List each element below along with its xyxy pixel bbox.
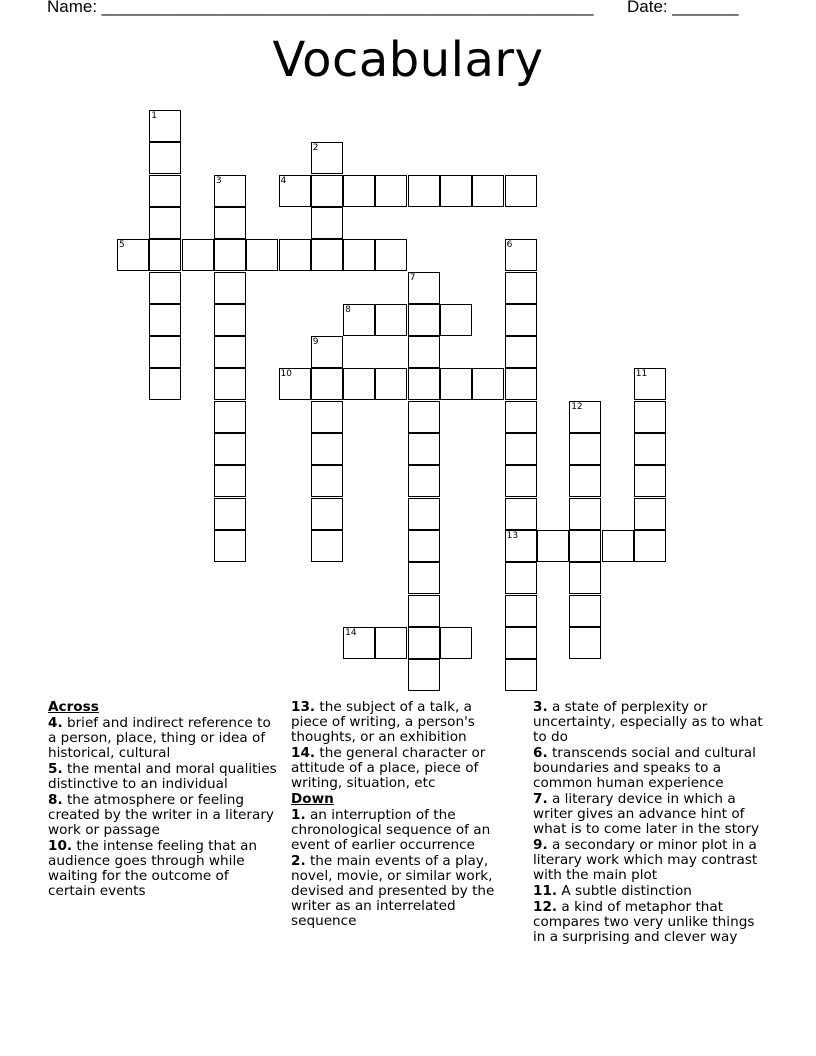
clue-column-1 bbox=[48, 700, 280, 900]
grid-cell[interactable] bbox=[408, 465, 440, 497]
down-clue-2: 2. the main events of a play, novel, movie, or similar work, devised and presented by the writer as an interrelated sequence bbox=[291, 853, 495, 929]
grid-cell[interactable] bbox=[214, 368, 246, 400]
down-heading: Down bbox=[291, 791, 334, 807]
grid-cell[interactable] bbox=[214, 239, 246, 271]
grid-cell[interactable] bbox=[214, 530, 246, 562]
grid-cell[interactable] bbox=[246, 239, 278, 271]
grid-cell[interactable] bbox=[505, 368, 537, 400]
grid-cell[interactable] bbox=[634, 465, 666, 497]
cell-number: 6 bbox=[506, 240, 513, 251]
grid-cell[interactable] bbox=[505, 465, 537, 497]
grid-cell[interactable] bbox=[569, 465, 601, 497]
grid-cell[interactable] bbox=[214, 175, 246, 207]
grid-cell[interactable] bbox=[149, 207, 181, 239]
cell-number: 3 bbox=[215, 175, 222, 186]
grid-cell[interactable] bbox=[408, 562, 440, 594]
grid-cell[interactable] bbox=[343, 175, 375, 207]
grid-cell[interactable] bbox=[149, 272, 181, 304]
grid-cell[interactable] bbox=[634, 530, 666, 562]
cell-number: 1 bbox=[151, 111, 158, 121]
grid-cell[interactable] bbox=[311, 465, 343, 497]
grid-cell[interactable] bbox=[149, 304, 181, 336]
cell-number: 5 bbox=[119, 240, 125, 251]
grid-cell[interactable] bbox=[408, 595, 440, 627]
grid-cell[interactable] bbox=[117, 239, 149, 271]
across-clue-4: 4. brief and indirect reference to a person, place, thing or idea of historical, cultural bbox=[48, 715, 271, 761]
grid-cell[interactable] bbox=[472, 175, 504, 207]
grid-cell[interactable] bbox=[214, 304, 246, 336]
down-clue-7: 7. a literary device in which a writer gives an advance hint of what is to come later in the story bbox=[533, 791, 759, 837]
grid-cell[interactable] bbox=[569, 627, 601, 659]
grid-cell[interactable] bbox=[569, 562, 601, 594]
cell-number: 7 bbox=[409, 272, 416, 283]
grid-cell[interactable] bbox=[505, 659, 537, 691]
grid-cell[interactable] bbox=[343, 368, 375, 400]
grid-cell[interactable] bbox=[214, 336, 246, 368]
clue-column-3 bbox=[533, 700, 769, 946]
grid-cell[interactable] bbox=[149, 110, 181, 142]
grid-cell[interactable] bbox=[375, 627, 407, 659]
grid-cell[interactable] bbox=[214, 433, 246, 465]
grid-cell[interactable] bbox=[408, 498, 440, 530]
grid-cell[interactable] bbox=[569, 530, 601, 562]
grid-cell[interactable] bbox=[634, 433, 666, 465]
grid-cell[interactable] bbox=[440, 304, 472, 336]
grid-cell[interactable] bbox=[408, 272, 440, 304]
page-title: Vocabulary bbox=[272, 32, 544, 88]
grid-cell[interactable] bbox=[375, 304, 407, 336]
across-clue-13: 13. the subject of a talk, a piece of writing, a person's thoughts, or an exhibition bbox=[291, 699, 475, 745]
grid-cell[interactable] bbox=[505, 562, 537, 594]
grid-cell[interactable] bbox=[214, 401, 246, 433]
grid-cell[interactable] bbox=[375, 175, 407, 207]
grid-cell[interactable] bbox=[408, 530, 440, 562]
grid-cell[interactable] bbox=[375, 239, 407, 271]
grid-cell[interactable] bbox=[440, 175, 472, 207]
grid-cell[interactable] bbox=[505, 336, 537, 368]
grid-cell[interactable] bbox=[408, 627, 440, 659]
grid-cell[interactable] bbox=[408, 659, 440, 691]
grid-cell[interactable] bbox=[214, 272, 246, 304]
grid-cell[interactable] bbox=[279, 368, 311, 400]
grid-cell[interactable] bbox=[505, 401, 537, 433]
grid-cell[interactable] bbox=[537, 530, 569, 562]
grid-cell[interactable] bbox=[149, 336, 181, 368]
grid-cell[interactable] bbox=[343, 239, 375, 271]
grid-cell[interactable] bbox=[505, 627, 537, 659]
grid-cell[interactable] bbox=[311, 368, 343, 400]
grid-cell[interactable] bbox=[472, 368, 504, 400]
across-clue-8: 8. the atmosphere or feeling created by the writer in a literary work or passage bbox=[48, 792, 274, 838]
grid-cell[interactable] bbox=[311, 433, 343, 465]
across-clue-14: 14. the general character or attitude of a place, piece of writing, situation, etc bbox=[291, 745, 486, 791]
cell-number: 11 bbox=[635, 369, 648, 380]
down-clue-3: 3. a state of perplexity or uncertainty, especially as to what to do bbox=[533, 699, 763, 745]
grid-cell[interactable] bbox=[505, 304, 537, 336]
grid-cell[interactable] bbox=[505, 498, 537, 530]
grid-cell[interactable] bbox=[505, 530, 537, 562]
grid-cell[interactable] bbox=[569, 498, 601, 530]
grid-cell[interactable] bbox=[634, 498, 666, 530]
grid-cell[interactable] bbox=[408, 336, 440, 368]
name-field-label: Name: ____________________________________________________ bbox=[47, 0, 594, 16]
grid-cell[interactable] bbox=[505, 272, 537, 304]
grid-cell[interactable] bbox=[569, 595, 601, 627]
grid-cell[interactable] bbox=[602, 530, 634, 562]
grid-cell[interactable] bbox=[149, 368, 181, 400]
grid-cell[interactable] bbox=[311, 336, 343, 368]
grid-cell[interactable] bbox=[149, 142, 181, 174]
grid-cell[interactable] bbox=[343, 304, 375, 336]
down-clue-11: 11. A subtle distinction bbox=[533, 883, 692, 899]
across-heading: Across bbox=[48, 699, 99, 715]
cell-number: 9 bbox=[312, 337, 319, 348]
cell-number: 10 bbox=[280, 369, 292, 380]
grid-cell[interactable] bbox=[214, 498, 246, 530]
grid-cell[interactable] bbox=[375, 368, 407, 400]
cell-number: 13 bbox=[506, 530, 519, 541]
grid-cell[interactable] bbox=[149, 175, 181, 207]
cell-number: 8 bbox=[345, 304, 351, 315]
grid-cell[interactable] bbox=[343, 627, 375, 659]
down-clue-6: 6. transcends social and cultural boundaries and speaks to a common human experience bbox=[533, 745, 756, 791]
cell-number: 2 bbox=[312, 143, 319, 154]
cell-number: 12 bbox=[571, 401, 583, 412]
grid-cell[interactable] bbox=[569, 401, 601, 433]
grid-cell[interactable] bbox=[311, 207, 343, 239]
grid-cell[interactable] bbox=[311, 498, 343, 530]
grid-cell[interactable] bbox=[214, 465, 246, 497]
grid-cell[interactable] bbox=[311, 239, 343, 271]
across-clue-10: 10. the intense feeling that an audience goes through while waiting for the outcome of certain events bbox=[48, 838, 258, 899]
grid-cell[interactable] bbox=[311, 142, 343, 174]
grid-cell[interactable] bbox=[440, 627, 472, 659]
grid-cell[interactable] bbox=[569, 433, 601, 465]
grid-cell[interactable] bbox=[505, 239, 537, 271]
grid-cell[interactable] bbox=[505, 433, 537, 465]
down-clue-9: 9. a secondary or minor plot in a literary work which may contrast with the main plot bbox=[533, 837, 758, 883]
grid-cell[interactable] bbox=[408, 304, 440, 336]
grid-cell[interactable] bbox=[634, 368, 666, 400]
grid-cell[interactable] bbox=[634, 401, 666, 433]
grid-cell[interactable] bbox=[279, 175, 311, 207]
cell-number: 4 bbox=[280, 175, 287, 186]
cell-number: 14 bbox=[345, 627, 357, 638]
grid-cell[interactable] bbox=[408, 368, 440, 400]
grid-cell[interactable] bbox=[149, 239, 181, 271]
across-clue-5: 5. the mental and moral qualities distinctive to an individual bbox=[48, 761, 277, 792]
grid-cell[interactable] bbox=[408, 175, 440, 207]
grid-cell[interactable] bbox=[408, 401, 440, 433]
grid-cell[interactable] bbox=[505, 175, 537, 207]
clue-column-2 bbox=[291, 700, 509, 930]
date-field-label: Date: _______ bbox=[627, 0, 739, 16]
down-clue-12: 12. a kind of metaphor that compares two very unlike things in a surprising and clever way bbox=[533, 899, 755, 945]
down-clue-1: 1. an interruption of the chronological sequence of an event of earlier occurrence bbox=[291, 807, 491, 853]
grid-cell[interactable] bbox=[311, 175, 343, 207]
grid-cell[interactable] bbox=[214, 207, 246, 239]
grid-cell[interactable] bbox=[440, 368, 472, 400]
grid-cell[interactable] bbox=[182, 239, 214, 271]
grid-cell[interactable] bbox=[408, 433, 440, 465]
grid-cell[interactable] bbox=[311, 530, 343, 562]
grid-cell[interactable] bbox=[505, 595, 537, 627]
grid-cell[interactable] bbox=[311, 401, 343, 433]
grid-cell[interactable] bbox=[279, 239, 311, 271]
